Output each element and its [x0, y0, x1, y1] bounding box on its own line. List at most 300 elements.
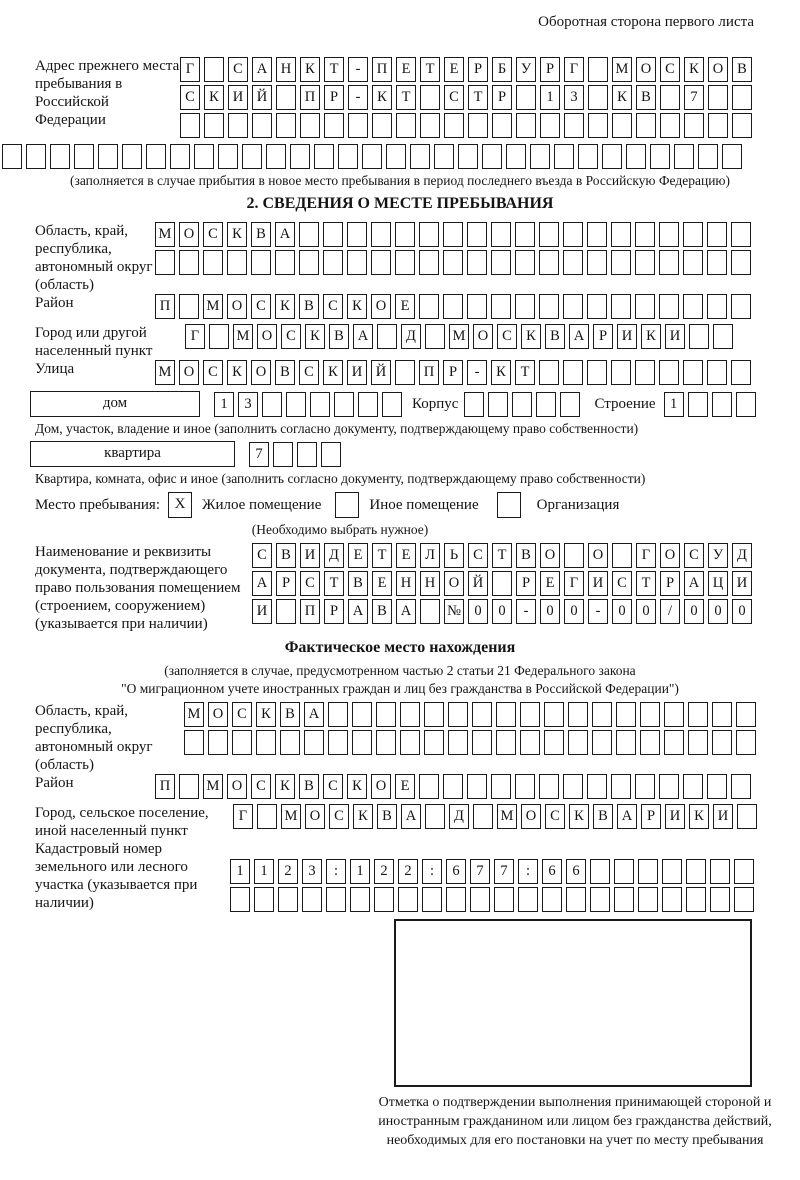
char-cell [338, 144, 358, 169]
char-cell: В [545, 324, 565, 349]
char-cell [299, 250, 319, 275]
char-cell [204, 113, 224, 138]
char-cell: В [329, 324, 349, 349]
korpus-label: Корпус [412, 395, 459, 412]
char-cell: О [251, 360, 271, 385]
char-cell: К [347, 294, 367, 319]
char-cell: Д [324, 543, 344, 568]
region-row-2 [155, 250, 755, 275]
char-cell [520, 730, 540, 755]
char-cell [491, 222, 511, 247]
char-cell [74, 144, 94, 169]
char-cell [710, 859, 730, 884]
char-cell [516, 113, 536, 138]
char-cell [334, 392, 354, 417]
char-cell [542, 887, 562, 912]
char-cell [170, 144, 190, 169]
char-cell [448, 702, 468, 727]
char-cell [689, 324, 709, 349]
char-cell: Р [324, 599, 344, 624]
char-cell: И [665, 324, 685, 349]
korpus-cells [464, 392, 584, 417]
char-cell: К [569, 804, 589, 829]
char-cell: С [323, 294, 343, 319]
char-cell [590, 887, 610, 912]
char-cell [540, 113, 560, 138]
char-cell: В [372, 599, 392, 624]
char-cell [664, 702, 684, 727]
char-cell [518, 887, 538, 912]
char-cell [266, 144, 286, 169]
char-cell: О [540, 543, 560, 568]
street-label: Улица [35, 361, 75, 377]
char-cell [722, 144, 742, 169]
char-cell [386, 144, 406, 169]
actual-city-label: Город, сельское поселение, иной населенный пункт [35, 805, 209, 839]
char-cell [419, 250, 439, 275]
char-cell [611, 774, 631, 799]
char-cell: М [612, 57, 632, 82]
char-cell: Т [324, 571, 344, 596]
char-cell: Е [540, 571, 560, 596]
char-cell [587, 294, 607, 319]
document-row-1 [252, 543, 756, 568]
char-cell [554, 144, 574, 169]
char-cell: Р [540, 57, 560, 82]
house-note: Дом, участок, владение и иное (заполнить согласно документу, подтверждающему право собственности) [35, 421, 639, 436]
char-cell [635, 774, 655, 799]
char-cell [242, 144, 262, 169]
char-cell [396, 113, 416, 138]
char-cell [472, 730, 492, 755]
char-cell: О [371, 294, 391, 319]
document-block [35, 543, 800, 633]
char-cell [179, 774, 199, 799]
char-cell [400, 730, 420, 755]
char-cell [731, 294, 751, 319]
char-cell [592, 730, 612, 755]
char-cell: С [329, 804, 349, 829]
char-cell: Н [276, 57, 296, 82]
char-cell: Г [233, 804, 253, 829]
char-cell: 0 [636, 599, 656, 624]
actual-location-note-2: "О миграционном учете иностранных граждан и лиц без гражданства в Российской Федерации") [121, 681, 679, 696]
char-cell: О [371, 774, 391, 799]
char-cell: 0 [684, 599, 704, 624]
char-cell [563, 774, 583, 799]
char-cell [659, 774, 679, 799]
char-cell: М [449, 324, 469, 349]
char-cell [398, 887, 418, 912]
char-cell [611, 360, 631, 385]
char-cell: В [636, 85, 656, 110]
char-cell: М [184, 702, 204, 727]
char-cell: А [304, 702, 324, 727]
char-cell [635, 294, 655, 319]
char-cell: Е [444, 57, 464, 82]
char-cell [328, 730, 348, 755]
char-cell [420, 599, 440, 624]
street-row [155, 360, 755, 385]
char-cell: С [323, 774, 343, 799]
char-cell: М [203, 294, 223, 319]
char-cell [347, 222, 367, 247]
char-cell [683, 250, 703, 275]
char-cell [371, 250, 391, 275]
char-cell: 1 [350, 859, 370, 884]
char-cell [732, 113, 752, 138]
prev-address-row-3 [180, 113, 756, 138]
prev-address-block [35, 57, 800, 141]
char-cell [736, 702, 756, 727]
char-cell [732, 85, 752, 110]
char-cell: С [684, 543, 704, 568]
char-cell: К [227, 360, 247, 385]
char-cell [395, 222, 415, 247]
char-cell [512, 392, 532, 417]
char-cell: Т [636, 571, 656, 596]
char-cell: 3 [238, 392, 258, 417]
char-cell [683, 222, 703, 247]
char-cell: Ц [708, 571, 728, 596]
char-cell [563, 222, 583, 247]
char-cell [588, 85, 608, 110]
char-cell [374, 887, 394, 912]
char-cell [708, 85, 728, 110]
char-cell: Г [636, 543, 656, 568]
region-row-1 [155, 222, 755, 247]
char-cell: В [593, 804, 613, 829]
char-cell [539, 222, 559, 247]
char-cell [707, 774, 727, 799]
apartment-row [30, 441, 800, 467]
char-cell [276, 85, 296, 110]
char-cell: 7 [249, 442, 269, 467]
char-cell [443, 250, 463, 275]
char-cell [660, 85, 680, 110]
char-cell: С [251, 294, 271, 319]
char-cell: К [372, 85, 392, 110]
char-cell [736, 730, 756, 755]
char-cell [350, 887, 370, 912]
char-cell [422, 887, 442, 912]
char-cell: Р [492, 85, 512, 110]
char-cell: : [518, 859, 538, 884]
char-cell [635, 222, 655, 247]
char-cell [544, 730, 564, 755]
actual-region-row-2 [184, 730, 760, 755]
char-cell: С [545, 804, 565, 829]
city-row [185, 324, 737, 349]
char-cell [348, 113, 368, 138]
document-row-2 [252, 571, 756, 596]
char-cell: Е [372, 571, 392, 596]
char-cell: - [348, 57, 368, 82]
char-cell [638, 859, 658, 884]
char-cell: А [396, 599, 416, 624]
char-cell [98, 144, 118, 169]
char-cell [616, 730, 636, 755]
char-cell [180, 113, 200, 138]
char-cell: 2 [278, 859, 298, 884]
option-label-organizaciya: Организация [536, 496, 620, 513]
option-label-zhiloe: Жилое помещение [202, 496, 322, 513]
char-cell: Е [396, 543, 416, 568]
char-cell [323, 250, 343, 275]
char-cell: С [300, 571, 320, 596]
char-cell: К [256, 702, 276, 727]
char-cell: О [227, 774, 247, 799]
char-cell [290, 144, 310, 169]
char-cell [310, 392, 330, 417]
char-cell: В [516, 543, 536, 568]
char-cell [321, 442, 341, 467]
char-cell: - [588, 599, 608, 624]
char-cell [587, 360, 607, 385]
char-cell: В [732, 57, 752, 82]
char-cell: А [348, 599, 368, 624]
char-cell: 0 [708, 599, 728, 624]
char-cell: П [372, 57, 392, 82]
district-row [155, 294, 755, 319]
char-cell [382, 392, 402, 417]
char-cell [536, 392, 556, 417]
char-cell [539, 250, 559, 275]
char-cell: / [660, 599, 680, 624]
char-cell: Ь [444, 543, 464, 568]
char-cell [564, 113, 584, 138]
char-cell [371, 222, 391, 247]
char-cell [494, 887, 514, 912]
char-cell: 0 [732, 599, 752, 624]
char-cell: С [281, 324, 301, 349]
char-cell [587, 250, 607, 275]
char-cell [420, 113, 440, 138]
district-block [35, 294, 800, 322]
char-cell [515, 250, 535, 275]
char-cell [446, 887, 466, 912]
char-cell: 2 [398, 859, 418, 884]
char-cell [252, 113, 272, 138]
char-cell: К [641, 324, 661, 349]
char-cell: Т [515, 360, 535, 385]
char-cell [737, 804, 757, 829]
char-cell [635, 250, 655, 275]
char-cell: К [275, 774, 295, 799]
char-cell: М [233, 324, 253, 349]
char-cell [352, 702, 372, 727]
char-cell: № [444, 599, 464, 624]
char-cell: И [713, 804, 733, 829]
actual-district-row [155, 774, 755, 799]
char-cell: О [179, 222, 199, 247]
char-cell: В [280, 702, 300, 727]
char-cell [588, 113, 608, 138]
char-cell: А [617, 804, 637, 829]
char-cell [299, 222, 319, 247]
char-cell: И [228, 85, 248, 110]
char-cell [273, 442, 293, 467]
char-cell: О [588, 543, 608, 568]
stay-type-label: Место пребывания: [35, 496, 160, 513]
char-cell: К [305, 324, 325, 349]
char-cell [410, 144, 430, 169]
char-cell: - [348, 85, 368, 110]
char-cell: Д [401, 324, 421, 349]
char-cell [707, 294, 727, 319]
char-cell [230, 887, 250, 912]
char-cell [496, 730, 516, 755]
actual-region-label: Область, край, республика, автономный округ (область) [35, 703, 153, 773]
char-cell [488, 392, 508, 417]
char-cell [626, 144, 646, 169]
char-cell [566, 887, 586, 912]
cadastral-row-1 [230, 859, 758, 884]
char-cell: П [300, 599, 320, 624]
prev-address-row-1 [180, 57, 756, 82]
char-cell [472, 702, 492, 727]
char-cell: В [276, 543, 296, 568]
char-cell [659, 360, 679, 385]
char-cell: О [257, 324, 277, 349]
section2-heading: 2. СВЕДЕНИЯ О МЕСТЕ ПРЕБЫВАНИЯ [246, 195, 554, 212]
char-cell [424, 730, 444, 755]
char-cell [184, 730, 204, 755]
char-cell: В [275, 360, 295, 385]
char-cell [256, 730, 276, 755]
char-cell: Д [449, 804, 469, 829]
option-label-inoe: Иное помещение [369, 496, 479, 513]
char-cell: И [732, 571, 752, 596]
char-cell: М [155, 222, 175, 247]
char-cell: 3 [564, 85, 584, 110]
char-cell: К [353, 804, 373, 829]
char-cell: 2 [374, 859, 394, 884]
char-cell [612, 543, 632, 568]
house-field-box: дом [30, 391, 200, 417]
apartment-field-box: квартира [30, 441, 235, 467]
char-cell [731, 360, 751, 385]
char-cell [467, 222, 487, 247]
char-cell [434, 144, 454, 169]
char-cell: Е [348, 543, 368, 568]
city-label: Город или другой населенный пункт [35, 325, 153, 359]
char-cell: У [708, 543, 728, 568]
char-cell [278, 887, 298, 912]
char-cell [444, 113, 464, 138]
char-cell: Г [564, 571, 584, 596]
char-cell [470, 887, 490, 912]
char-cell: П [155, 774, 175, 799]
char-cell: Г [564, 57, 584, 82]
char-cell: К [347, 774, 367, 799]
char-cell [674, 144, 694, 169]
char-cell [539, 294, 559, 319]
char-cell [227, 250, 247, 275]
char-cell [614, 887, 634, 912]
char-cell: Д [732, 543, 752, 568]
char-cell: Р [641, 804, 661, 829]
char-cell: О [708, 57, 728, 82]
char-cell: О [521, 804, 541, 829]
char-cell [419, 222, 439, 247]
char-cell: С [468, 543, 488, 568]
char-cell: К [275, 294, 295, 319]
prev-address-note: (заполняется в случае прибытия в новое место пребывания в период последнего въезда в Российскую Федерацию) [69, 173, 731, 188]
char-cell: 0 [612, 599, 632, 624]
char-cell [473, 804, 493, 829]
char-cell: 1 [230, 859, 250, 884]
house-number-cells [214, 392, 406, 417]
char-cell [464, 392, 484, 417]
char-cell [262, 392, 282, 417]
char-cell [611, 250, 631, 275]
char-cell: 0 [492, 599, 512, 624]
char-cell [592, 702, 612, 727]
char-cell [563, 360, 583, 385]
char-cell [563, 294, 583, 319]
char-cell: А [353, 324, 373, 349]
char-cell [122, 144, 142, 169]
char-cell: С [660, 57, 680, 82]
char-cell [516, 85, 536, 110]
char-cell [640, 702, 660, 727]
char-cell [539, 360, 559, 385]
prev-address-row-4 [2, 144, 800, 169]
char-cell: Т [468, 85, 488, 110]
char-cell [635, 360, 655, 385]
char-cell: М [203, 774, 223, 799]
char-cell [377, 324, 397, 349]
char-cell: Л [420, 543, 440, 568]
char-cell [443, 294, 463, 319]
char-cell [26, 144, 46, 169]
char-cell [179, 250, 199, 275]
char-cell [419, 294, 439, 319]
char-cell: 0 [540, 599, 560, 624]
char-cell [684, 113, 704, 138]
char-cell [395, 250, 415, 275]
char-cell: Н [420, 571, 440, 596]
char-cell [560, 392, 580, 417]
char-cell [564, 543, 584, 568]
char-cell [326, 887, 346, 912]
char-cell [683, 774, 703, 799]
char-cell [424, 702, 444, 727]
char-cell: Б [492, 57, 512, 82]
char-cell: К [684, 57, 704, 82]
char-cell [468, 113, 488, 138]
char-cell [736, 392, 756, 417]
char-cell: - [516, 599, 536, 624]
char-cell [492, 113, 512, 138]
checkbox-zhiloe: X [168, 492, 192, 518]
char-cell [492, 571, 512, 596]
char-cell: К [521, 324, 541, 349]
char-cell: В [299, 774, 319, 799]
char-cell: С [228, 57, 248, 82]
char-cell [276, 599, 296, 624]
char-cell [683, 294, 703, 319]
document-label: Наименование и реквизиты документа, подтверждающего право пользования помещением (строением, сооружением) (указывается при наличии) [35, 544, 241, 632]
char-cell [506, 144, 526, 169]
char-cell [218, 144, 238, 169]
char-cell [563, 250, 583, 275]
char-cell [146, 144, 166, 169]
char-cell: А [275, 222, 295, 247]
char-cell: П [155, 294, 175, 319]
char-cell: Р [276, 571, 296, 596]
